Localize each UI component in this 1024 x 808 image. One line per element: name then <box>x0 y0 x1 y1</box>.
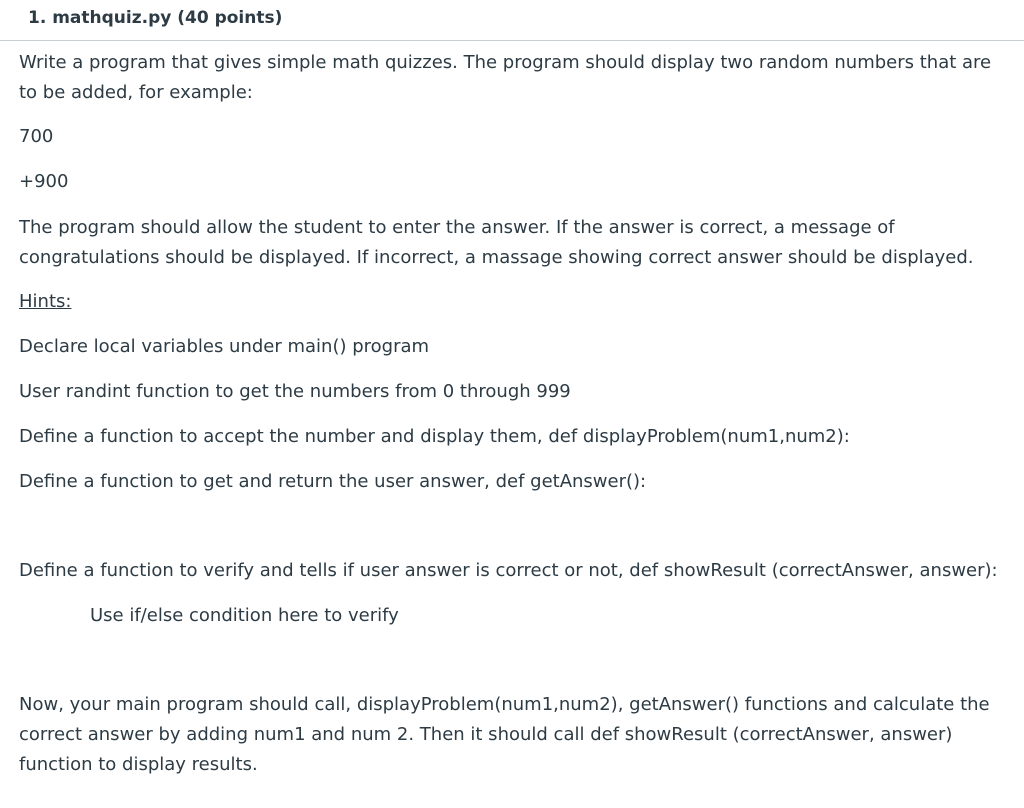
hint-local-variables: Declare local variables under main() program <box>19 336 430 357</box>
hint-show-result: Define a function to verify and tells if user answer is correct or not, def showResult (correctAnswer, answer): <box>19 560 998 581</box>
example-number-1: 700 <box>19 126 54 147</box>
intro-paragraph: Write a program that gives simple math quizzes. The program should display two random numbers that are to be added, for example: <box>19 52 992 103</box>
hint-if-else: Use if/else condition here to verify <box>90 605 399 626</box>
hint-get-answer: Define a function to get and return the user answer, def getAnswer(): <box>19 471 647 492</box>
instructions-paragraph: The program should allow the student to enter the answer. If the answer is correct, a message of congratulations should be displayed. If incorrect, a massage showing correct answer should be displayed. <box>19 217 974 268</box>
example-number-2: +900 <box>19 171 69 192</box>
hint-display-problem: Define a function to accept the number and display them, def displayProblem(num1,num2): <box>19 426 850 447</box>
hints-heading: Hints: <box>19 291 72 312</box>
closing-paragraph: Now, your main program should call, displayProblem(num1,num2), getAnswer() functions and calculate the correct answer by adding num1 and num 2. Then it should call def showResult (correctAnswer, answer) function to display results. <box>19 694 990 775</box>
question-title: 1. mathquiz.py (40 points) <box>28 8 283 28</box>
question-header <box>0 0 1024 41</box>
hint-randint: User randint function to get the numbers from 0 through 999 <box>19 381 571 402</box>
